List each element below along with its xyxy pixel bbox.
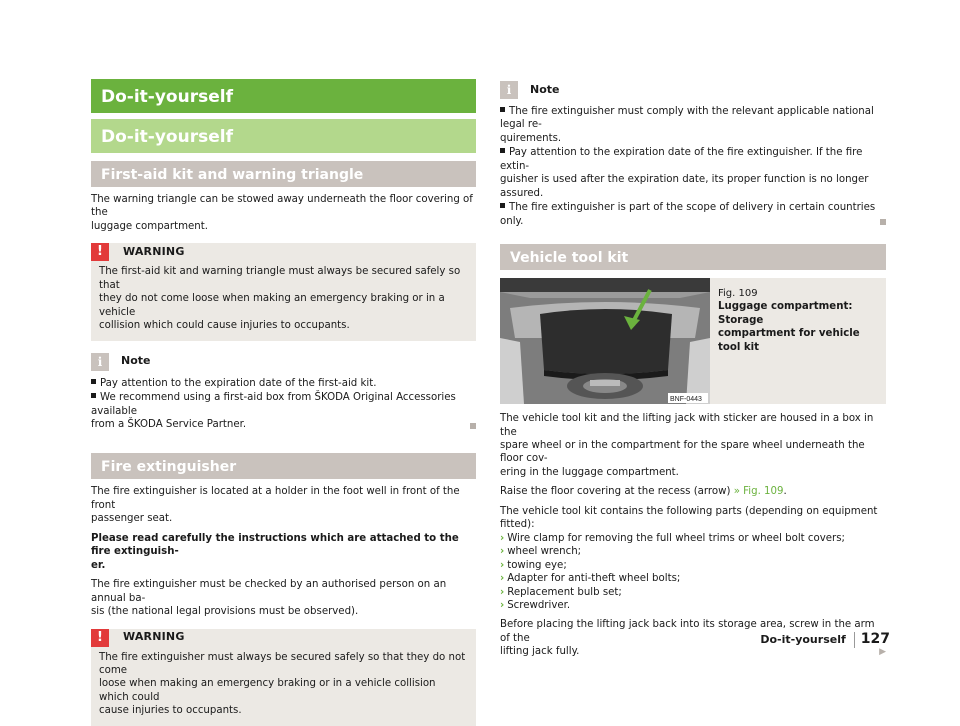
left-column <box>91 79 476 726</box>
list-item: › towing eye; <box>500 559 567 571</box>
info-icon: i <box>91 353 109 371</box>
figure-code: BNF-0443 <box>670 396 702 404</box>
list-item: Pay attention to the expiration date of the fire extinguisher. If the fire extin- guisher is used after the expiration date, its proper function is no longer assured. <box>500 147 869 199</box>
figure-number: Fig. 109 <box>718 288 758 300</box>
fire-para-1: The fire extinguisher is located at a holder in the foot well in front of the front passenger seat. <box>91 486 460 525</box>
bullet-icon <box>500 148 505 153</box>
tool-kit-para-4: Before placing the lifting jack back into its storage area, screw in the arm of the lifting jack fully. ▶ <box>500 619 886 658</box>
warning-icon: ! <box>91 243 109 261</box>
fire-para-3: The fire extinguisher must be checked by an authorised person on an annual ba- sis (the national legal provisions must be observed). <box>91 579 447 618</box>
continued-arrow-icon: ▶ <box>879 646 886 657</box>
bullet-icon <box>91 379 96 384</box>
luggage-compartment-image <box>500 278 710 404</box>
chevron-right-icon: › <box>500 559 505 571</box>
list-item: › wheel wrench; <box>500 546 582 558</box>
tool-kit-heading: Vehicle tool kit <box>500 244 886 270</box>
chevron-right-icon: › <box>500 586 505 598</box>
list-item: We recommend using a first-aid box from ŠKODA Original Accessories available from a ŠKODA Service Partner. <box>91 392 456 430</box>
tool-kit-para-2: Raise the floor covering at the recess (arrow) » Fig. 109. <box>500 486 787 498</box>
first-aid-note-list <box>91 377 476 432</box>
list-item: › Wire clamp for removing the full wheel trims or wheel bolt covers; <box>500 532 845 544</box>
first-aid-warning-box <box>91 243 476 340</box>
list-item: The fire extinguisher is part of the scope of delivery in certain countries only. <box>500 202 876 227</box>
bullet-icon <box>500 107 505 112</box>
figure-caption-text: Luggage compartment: Storage compartment for vehicle tool kit <box>718 301 860 353</box>
figure-reference-link[interactable]: » Fig. 109 <box>733 486 784 498</box>
list-item: › Screwdriver. <box>500 599 571 611</box>
first-aid-note-heading: i Note <box>91 353 476 371</box>
tool-kit-para-1: The vehicle tool kit and the lifting jack with sticker are housed in a box in the spare wheel or in the compartment for the spare wheel underneath the floor cov- ering in the luggage compartment. <box>500 413 874 478</box>
list-item: The fire extinguisher must comply with the relevant applicable national legal re- quirements. <box>500 106 874 144</box>
page-footer <box>760 628 890 648</box>
page-number: 127 <box>860 630 890 647</box>
warning-label: WARNING <box>123 245 185 259</box>
figure-caption <box>710 278 886 404</box>
luggage-compartment-illustration <box>500 278 710 404</box>
list-item: › Adapter for anti-theft wheel bolts; <box>500 573 681 585</box>
warning-label: WARNING <box>123 630 185 644</box>
tool-kit-para-3: The vehicle tool kit contains the following parts (depending on equipment fitted): <box>500 505 878 531</box>
chevron-right-icon: › <box>500 573 505 585</box>
footer-chapter-label: Do-it-yourself <box>760 633 846 647</box>
chevron-right-icon: › <box>500 546 505 558</box>
section-end-icon <box>470 423 476 429</box>
chapter-title: Do-it-yourself <box>91 79 476 113</box>
fire-para-2: Please read carefully the instructions which are attached to the fire extinguish- er. <box>91 532 459 571</box>
info-icon: i <box>500 81 518 99</box>
first-aid-warning-text: The first-aid kit and warning triangle must always be secured safely so that they do not come loose when making an emergency braking or in a vehicle collision which could cause injuries to occupants. <box>99 266 461 332</box>
first-aid-intro: The warning triangle can be stowed away underneath the floor covering of the luggage compartment. <box>91 194 473 232</box>
bullet-icon <box>91 393 96 398</box>
section-title: Do-it-yourself <box>91 119 476 153</box>
bullet-icon <box>500 203 505 208</box>
list-item: › Replacement bulb set; <box>500 586 622 598</box>
chevron-right-icon: › <box>500 532 505 544</box>
fire-extinguisher-heading: Fire extinguisher <box>91 453 476 479</box>
fire-note-list <box>500 105 886 228</box>
fire-warning-text: The fire extinguisher must always be secured safely so that they do not come loose when making an emergency braking or in a vehicle collision which could cause injuries to occupants. <box>99 651 466 717</box>
warning-icon: ! <box>91 629 109 647</box>
chevron-right-icon: › <box>500 599 505 611</box>
right-column <box>500 79 886 659</box>
first-aid-heading: First-aid kit and warning triangle <box>91 161 476 187</box>
section-end-icon <box>880 219 886 225</box>
figure-109 <box>500 278 886 404</box>
footer-divider <box>854 632 855 648</box>
list-item: Pay attention to the expiration date of the first-aid kit. <box>91 377 476 390</box>
tool-kit-list <box>500 532 886 613</box>
fire-note-heading: i Note <box>500 81 886 99</box>
fire-warning-box <box>91 629 476 726</box>
